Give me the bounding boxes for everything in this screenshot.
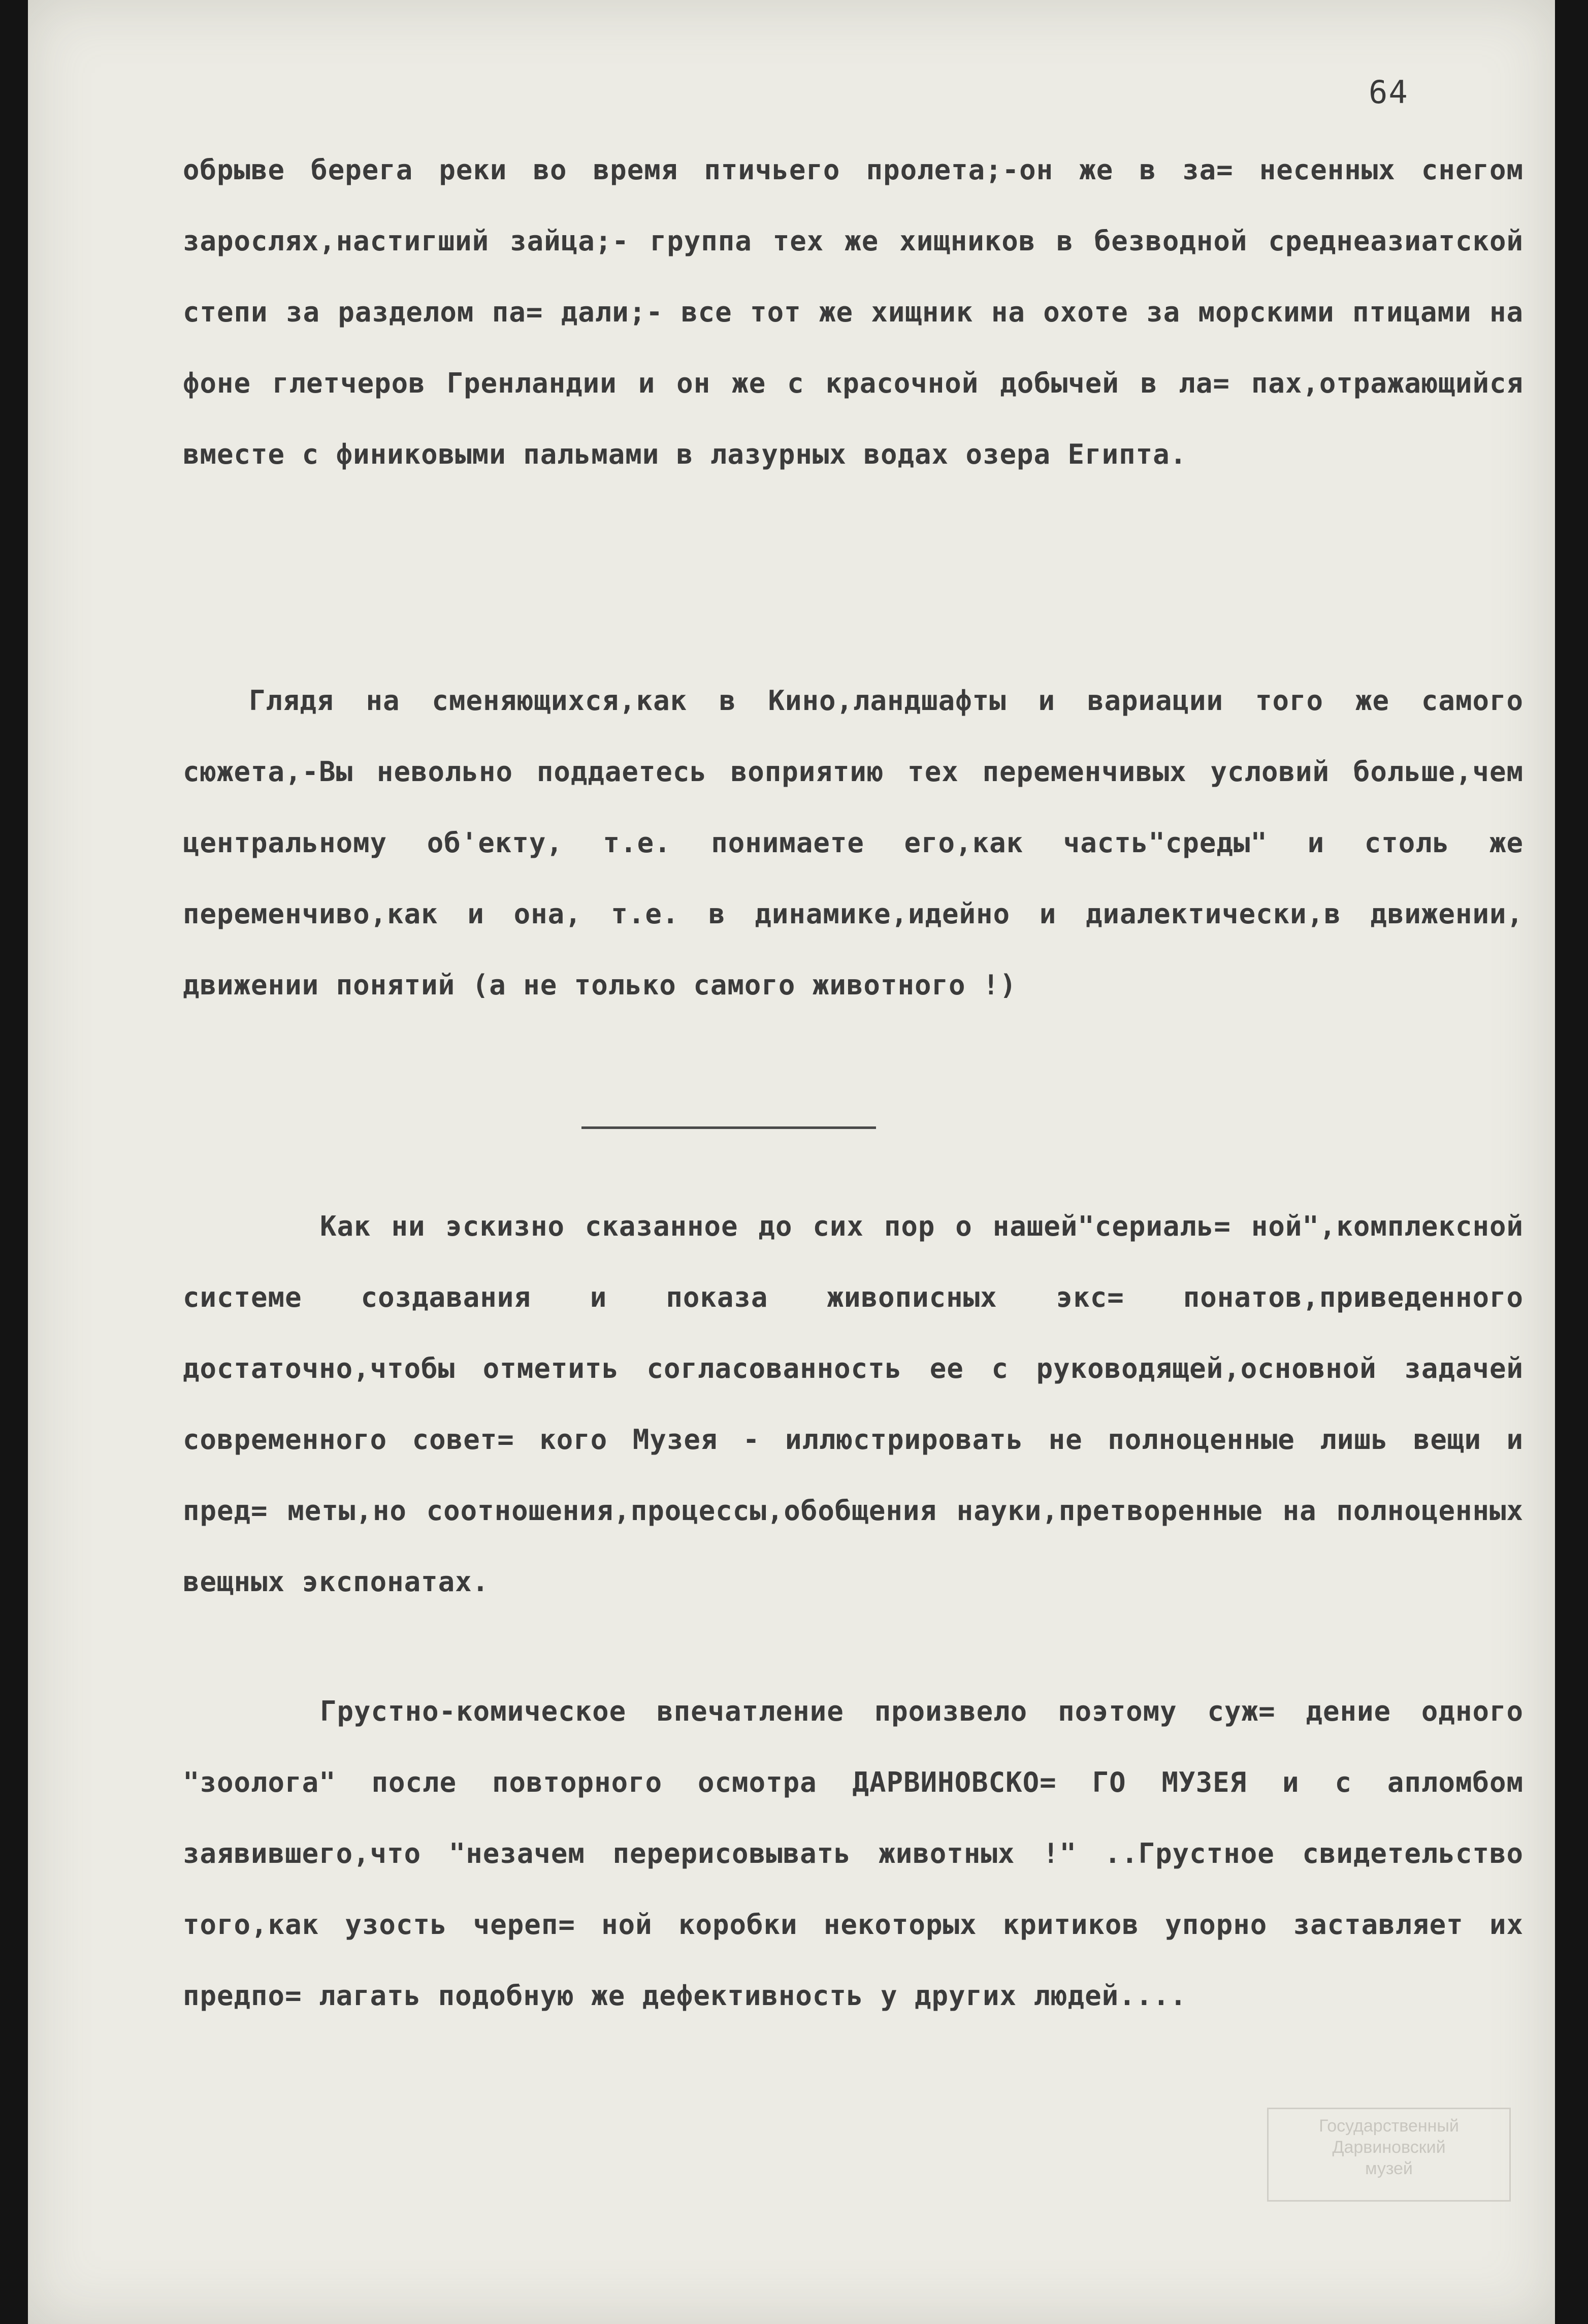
paragraph-4: Грустно-комическое впечатление произвело поэтому суж= дение одного "зоолога" после повторного осмотра ДАРВИНОВСКО= ГО МУЗЕЯ и с апломбом заявившего,что "незачем перерисовывать животных !" ..Грустное свидетельство того,как узость череп= ной коробки некоторых критиков упорно заставляет их предпо= лагать подобную же дефективность у других людей.... xyxy=(183,1695,1541,2012)
paragraph-1: обрыве берега реки во время птичьего пролета;-он же в за= несенных снегом зарослях,настигший зайца;- группа тех же хищников в безводной среднеазиатской степи за разделом па= дали;- все тот же хищник на охоте за морскими птицами на фоне глетчеров Гренландии и он же с красочной добычей в ла= пах,отражающийся вместе с финиковыми пальмами в лазурных водах озера Египта. xyxy=(183,154,1541,470)
document-page xyxy=(28,0,1555,2324)
paragraph-2: Глядя на сменяющихся,как в Кино,ландшафты и вариации того же самого сюжета,-Вы невольно поддаетесь воприятию тех переменчивых условий больше,чем центральному об'екту, т.е. понимаете его,как часть"среды" и столь же переменчиво,как и она, т.е. в динамике,идейно и диалектически,в движении, движении понятий (а не только самого животного !) xyxy=(183,685,1541,1001)
archive-stamp xyxy=(1267,2108,1511,2202)
stamp-line: Государственный xyxy=(1319,2116,1459,2136)
stamp-line: Дарвиновский xyxy=(1332,2138,1446,2157)
paragraph-3: Как ни эскизно сказанное до сих пор о нашей"сериаль= ной",комплексной системе создавания и показа живописных экс= понатов,приведенного достаточно,чтобы отметить согласованность ее с руководящей,основной задачей современного совет= кого Музея - иллюстрировать не полноценные лишь вещи и пред= меты,но соотношения,процессы,обобщения науки,претворенные на полноценных вещных экспонатах. xyxy=(183,1210,1541,1598)
section-divider xyxy=(581,1126,876,1129)
page-number: 64 xyxy=(1369,74,1409,111)
stamp-line: музей xyxy=(1365,2159,1413,2178)
